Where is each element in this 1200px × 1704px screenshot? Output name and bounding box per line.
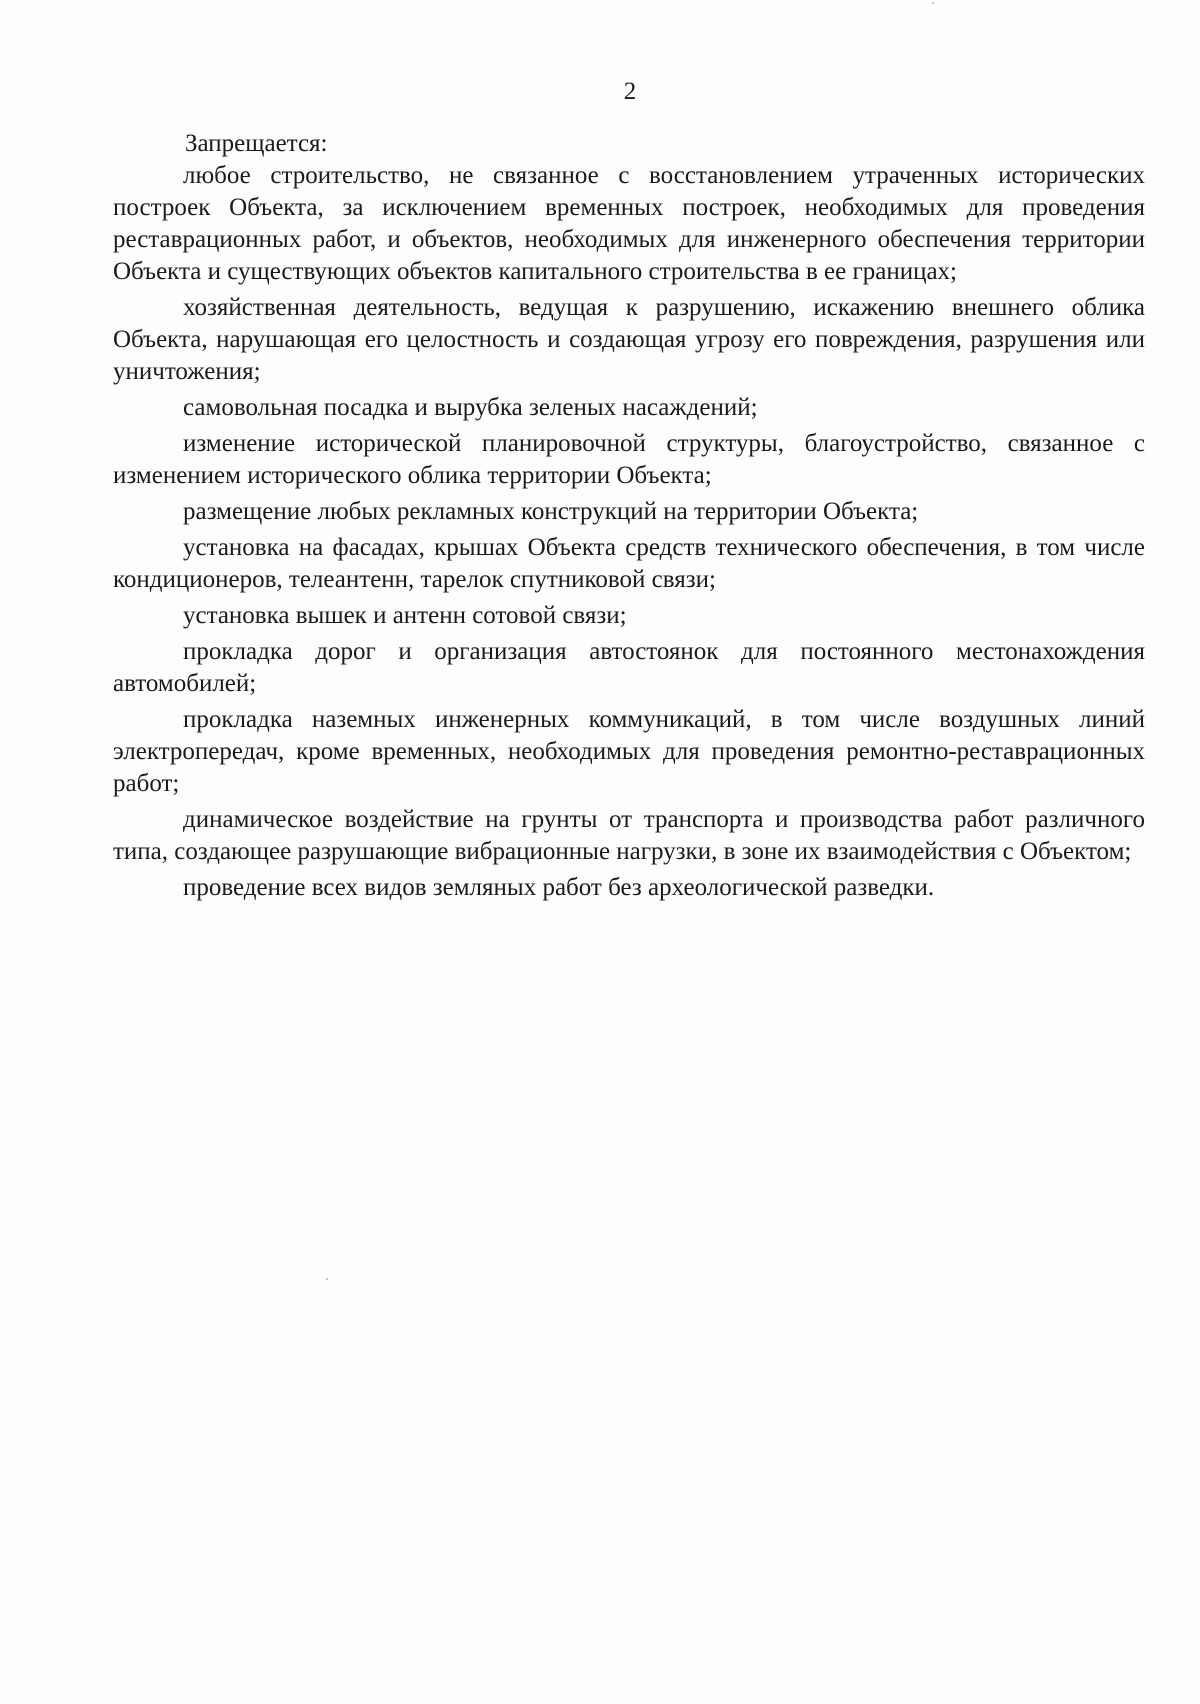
paragraph-roads-parking: прокладка дорог и организация автостоянок для постоянного местонахождения автомобилей; [113,638,1145,697]
paragraph-construction: любое строительство, не связанное с восстановлением утраченных исторических построек Объекта, за исключением временных построек, необходимых для проведения реставрационных работ, и объектов, необходимых для инженерного обеспечения территории Объекта и существующих объектов капитального строительства в ее границах; [113,162,1145,285]
paragraph-advertising: размещение любых рекламных конструкций на территории Объекта; [183,498,919,525]
document-body [113,128,1145,908]
section-heading: Запрещается: [185,130,328,157]
paragraph-facade-equipment: установка на фасадах, крышах Объекта средств технического обеспечения, в том числе кондиционеров, телеантенн, тарелок спутниковой связи; [113,534,1145,593]
paragraph-planning-structure: изменение исторической планировочной структуры, благоустройство, связанное с изменением исторического облика территории Объекта; [113,430,1145,489]
scan-artifact [326,1278,328,1280]
scan-artifact [932,2,934,4]
paragraph-earthworks: проведение всех видов земляных работ без археологической разведки. [183,874,935,901]
paragraph-utilities: прокладка наземных инженерных коммуникаций, в том числе воздушных линий электропередач, кроме временных, необходимых для проведения ремонтно-реставрационных работ; [113,706,1145,797]
page-number: 2 [623,78,637,105]
paragraph-economic-activity: хозяйственная деятельность, ведущая к разрушению, искажению внешнего облика Объекта, нарушающая его целостность и создающая угрозу его повреждения, разрушения или уничтожения; [113,294,1145,385]
paragraph-dynamic-impact: динамическое воздействие на грунты от транспорта и производства работ различного типа, создающее разрушающие вибрационные нагрузки, в зоне их взаимодействия с Объектом; [113,806,1145,865]
paragraph-cell-towers: установка вышек и антенн сотовой связи; [183,602,627,629]
paragraph-green-spaces: самовольная посадка и вырубка зеленых насаждений; [183,394,758,421]
